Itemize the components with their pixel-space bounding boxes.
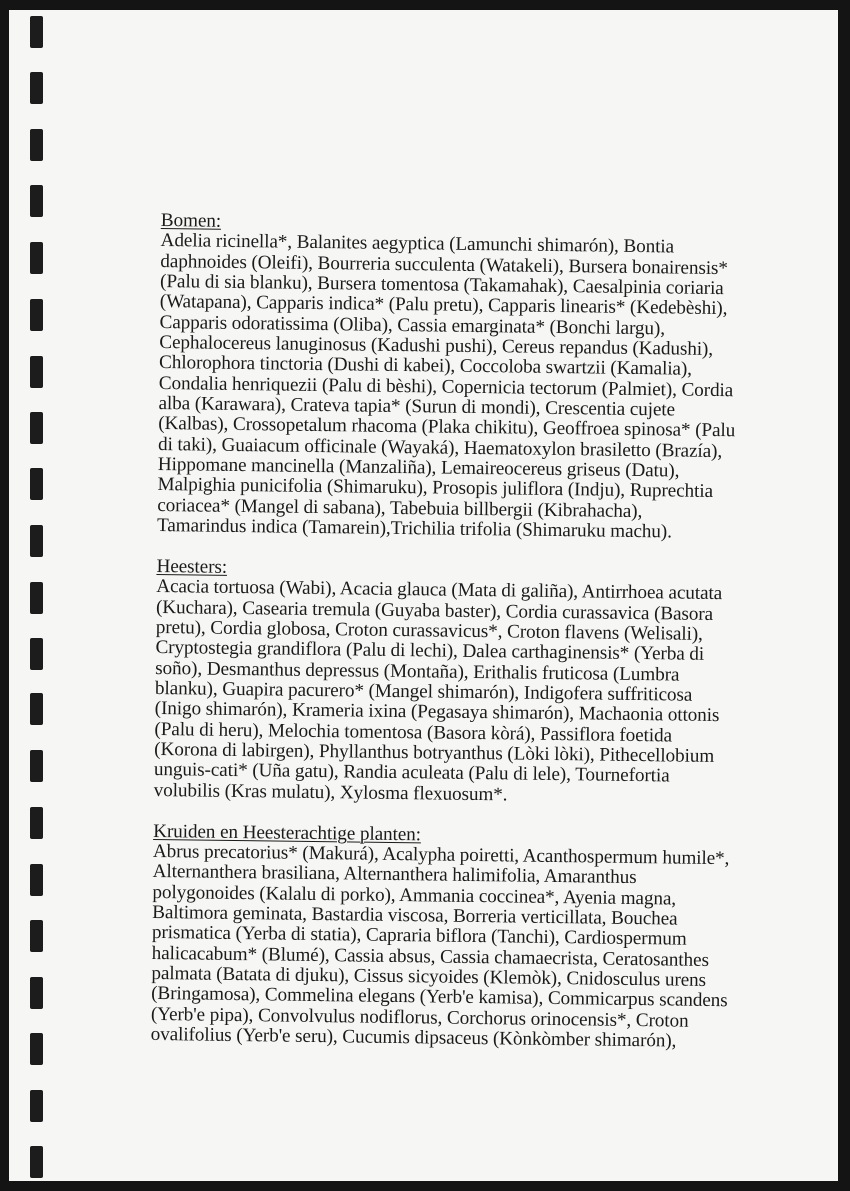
text-line: Malpighia punicifolia (Shimaruku), Prosopis juliflora (Indju), Ruprechtia [157, 474, 714, 503]
text-line: Capparis odoratissima (Oliba), Cassia emarginata* (Bonchi largu), [159, 311, 666, 340]
text-line: volubilis (Kras mulatu), Xylosma flexuosum*. [153, 779, 508, 806]
text-line: (Watapana), Capparis indica* (Palu pretu), Capparis linearis* (Kedebèshi), [159, 291, 728, 320]
text-line: Acacia tortuosa (Wabi), Acacia glauca (Mata di galiña), Antirrhoea acutata [156, 576, 723, 605]
text-line: coriacea* (Mangel di sabana), Tabebuia billbergii (Kibrahacha), [157, 494, 643, 522]
text-line: Tamarindus indica (Tamarein),Trichilia trifolia (Shimaruku machu). [156, 515, 672, 543]
text-line: (Palu di heru), Melochia tomentosa (Basora kòrá), Passiflora foetida [154, 718, 673, 747]
section-kruiden [151, 822, 794, 1054]
text-line: ovalifolius (Yerb'e seru), Cucumis dipsaceus (Kònkòmber shimarón), [150, 1023, 677, 1052]
text-line: halicacabum* (Blumé), Cassia absus, Cassia chamaecrista, Ceratosanthes [151, 942, 710, 971]
text-line: palmata (Batata di djuku), Cissus sicyoides (Klemòk), Cnidosculus urens [151, 962, 707, 991]
section-heading: Kruiden en Heesterachtige planten: [153, 820, 422, 845]
binding-hole [30, 1033, 43, 1065]
text-line: (Kuchara), Casearia tremula (Guyaba baster), Cordia curassavica (Basora [155, 596, 714, 625]
binding-hole [30, 582, 43, 614]
binding-hole [30, 299, 43, 331]
binding-hole [30, 807, 43, 839]
text-line: (Yerb'e pipa), Convolvulus nodiflorus, Corchorus orinocensis*, Croton [150, 1003, 689, 1032]
text-line: Cephalocereus lanuginosus (Kadushi pushi), Cereus repandus (Kadushi), [159, 332, 714, 361]
section-heading: Bomen: [160, 210, 222, 232]
text-line: unguis-cati* (Uña gatu), Randia aculeata (Palu di lele), Tournefortia [153, 759, 670, 787]
binding-hole [30, 638, 43, 670]
section-heesters [154, 557, 797, 809]
binding-hole [30, 242, 43, 274]
binding-hole [30, 977, 43, 1009]
binding-hole [30, 16, 43, 48]
text-line: Adelia ricinella*, Balanites aegyptica (Lamunchi shimarón), Bontia [160, 230, 675, 258]
section-bomen [157, 211, 801, 545]
text-line: (Inigo shimarón), Krameria ixina (Pegasaya shimarón), Machaonia ottonis [154, 698, 720, 727]
binding-hole [30, 412, 43, 444]
text-line: polygonoides (Kalalu di porko), Ammania coccinea*, Ayenia magna, [152, 881, 677, 910]
text-line: (Bringamosa), Commelina elegans (Yerb'e kamisa), Commicarpus scandens [151, 983, 728, 1012]
binding-hole [30, 525, 43, 557]
scanned-page [9, 10, 838, 1181]
binding-holes [9, 10, 69, 1181]
binding-hole [30, 356, 43, 388]
text-line: prismatica (Yerba di statia), Capraria biflora (Tanchi), Cardiospermum [151, 922, 687, 951]
text-line: alba (Karawara), Crateva tapia* (Surun di mondi), Crescentia cujete [158, 393, 676, 421]
section-heading: Heesters: [156, 555, 228, 578]
document-body [150, 211, 801, 1074]
text-line: Chlorophora tinctoria (Dushi di kabei), Coccoloba swartzii (Kamalia), [158, 352, 693, 381]
binding-hole [30, 468, 43, 500]
text-line: (Palu di sia blanku), Bursera tomentosa (Takamahak), Caesalpinia coriaria [159, 271, 724, 300]
binding-hole [30, 750, 43, 782]
text-line: (Kalbas), Crossopetalum rhacoma (Plaka chikitu), Geoffroea spinosa* (Palu [158, 413, 736, 442]
text-line: soño), Desmanthus depressus (Montaña), Erithalis fruticosa (Lumbra [155, 657, 680, 686]
text-line: (Korona di labirgen), Phyllanthus botryanthus (Lòki lòki), Pithecellobium [154, 739, 715, 768]
text-line: Alternanthera brasiliana, Alternanthera halimifolia, Amaranthus [152, 861, 637, 889]
binding-hole [30, 72, 43, 104]
text-line: Hippomane mancinella (Manzaliña), Lemaireocereus griseus (Datu), [157, 454, 680, 482]
binding-hole [30, 185, 43, 217]
binding-hole [30, 1146, 43, 1178]
text-line: daphnoides (Oleifi), Bourreria succulenta (Watakeli), Bursera bonairensis* [160, 250, 729, 279]
text-line: blanku), Guapira pacurero* (Mangel shimarón), Indigofera suffriticosa [154, 678, 693, 706]
binding-hole [30, 1090, 43, 1122]
text-line: Baltimora geminata, Bastardia viscosa, Borreria verticillata, Bouchea [152, 901, 678, 930]
text-line: Cryptostegia grandiflora (Palu di lechi), Dalea carthaginensis* (Yerba di [155, 637, 705, 666]
text-line: Condalia henriquezii (Palu di bèshi), Copernicia tectorum (Palmiet), Cordia [158, 372, 734, 401]
text-line: pretu), Cordia globosa, Croton curassavicus*, Croton flavens (Welisali), [155, 616, 703, 645]
text-line: Abrus precatorius* (Makurá), Acalypha poiretti, Acanthospermum humile*, [152, 840, 730, 870]
binding-hole [30, 693, 43, 725]
text-line: di taki), Guaiacum officinale (Wayaká), Haematoxylon brasiletto (Brazía), [157, 433, 723, 462]
binding-hole [30, 920, 43, 952]
binding-hole [30, 864, 43, 896]
binding-hole [30, 129, 43, 161]
